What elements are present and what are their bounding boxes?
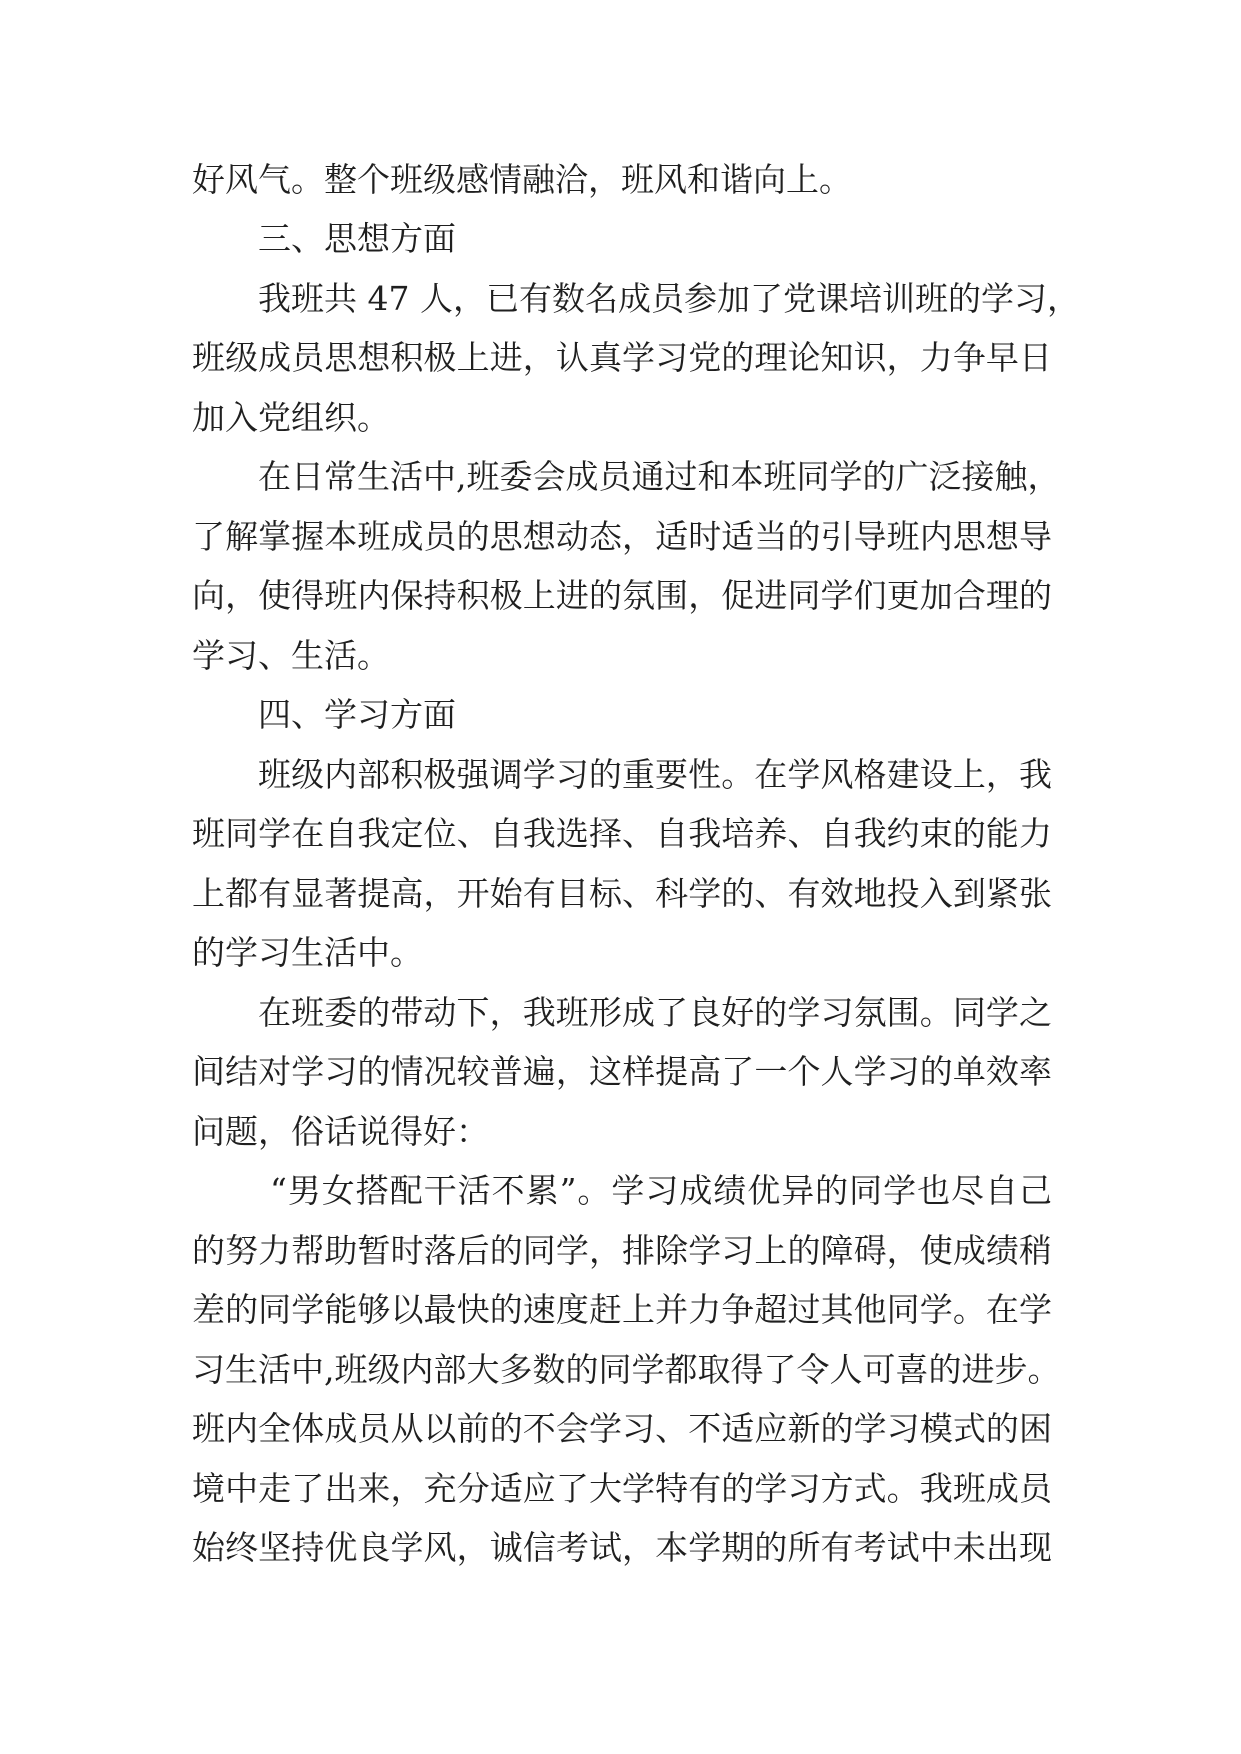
text-line: 班同学在自我定位、自我选择、自我培养、自我约束的能力 bbox=[192, 814, 1052, 853]
text-line: 习生活中,班级内部大多数的同学都取得了令人可喜的进步。 bbox=[192, 1350, 1061, 1389]
section-heading-thought: 三、思想方面 bbox=[258, 219, 456, 258]
text-line: 好风气。整个班级感情融洽，班风和谐向上。 bbox=[192, 160, 852, 199]
text-line: 班级内部积极强调学习的重要性。在学风格建设上，我 bbox=[258, 755, 1052, 794]
text-line: 的学习生活中。 bbox=[192, 933, 423, 972]
text-line: 在日常生活中,班委会成员通过和本班同学的广泛接触， bbox=[258, 457, 1061, 496]
text-line: 问题，俗话说得好： bbox=[192, 1112, 489, 1151]
text-line: 加入党组织。 bbox=[192, 398, 390, 437]
text-line: 在班委的带动下，我班形成了良好的学习氛围。同学之 bbox=[258, 993, 1052, 1032]
text-line: 差的同学能够以最快的速度赶上并力争超过其他同学。在学 bbox=[192, 1290, 1052, 1329]
text-line: 班内全体成员从以前的不会学习、不适应新的学习模式的困 bbox=[192, 1409, 1052, 1448]
text-line: 境中走了出来，充分适应了大学特有的学习方式。我班成员 bbox=[192, 1469, 1052, 1508]
section-heading-study: 四、学习方面 bbox=[258, 695, 456, 734]
text-line: 向，使得班内保持积极上进的氛围，促进同学们更加合理的 bbox=[192, 576, 1052, 615]
text-line: “男女搭配干活不累”。学习成绩优异的同学也尽自己 bbox=[270, 1171, 1052, 1210]
text-line: 的努力帮助暂时落后的同学，排除学习上的障碍，使成绩稍 bbox=[192, 1231, 1052, 1270]
text-line: 我班共 47 人，已有数名成员参加了党课培训班的学习， bbox=[258, 279, 1080, 318]
text-line: 班级成员思想积极上进，认真学习党的理论知识，力争早日 bbox=[192, 338, 1052, 377]
text-line: 间结对学习的情况较普遍，这样提高了一个人学习的单效率 bbox=[192, 1052, 1052, 1091]
text-line: 上都有显著提高，开始有目标、科学的、有效地投入到紧张 bbox=[192, 874, 1052, 913]
text-line: 始终坚持优良学风，诚信考试，本学期的所有考试中未出现 bbox=[192, 1528, 1052, 1567]
text-line: 了解掌握本班成员的思想动态，适时适当的引导班内思想导 bbox=[192, 517, 1052, 556]
text-line: 学习、生活。 bbox=[192, 636, 390, 675]
